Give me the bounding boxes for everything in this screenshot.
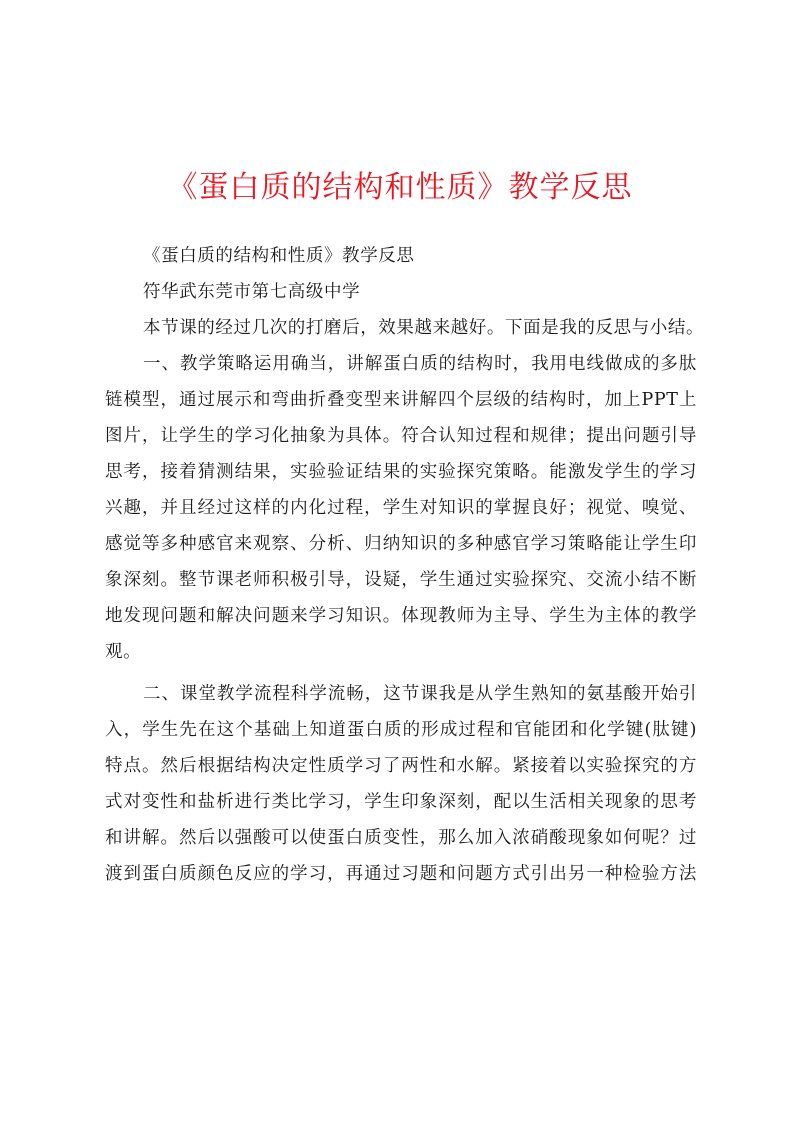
author-line: 符华武东莞市第七高级中学 [143,282,361,302]
paragraph-line: 式对变性和盐析进行类比学习，学生印象深刻，配以生活相关现象的思考 [105,792,697,812]
paragraph-line: 观。 [105,642,142,662]
paragraph-line: 一、教学策略运用确当，讲解蛋白质的结构时，我用电线做成的多肽 [143,354,697,374]
paragraph-line: 感觉等多种感官来观察、分析、归纳知识的多种感官学习策略能让学生印 [105,534,697,554]
paragraph-line: 入，学生先在这个基础上知道蛋白质的形成过程和官能团和化学键(肽键) [105,720,697,740]
paragraph-flow [105,676,697,892]
paragraph-line: 和讲解。然后以强酸可以使蛋白质变性，那么加入浓硝酸现象如何呢？过 [105,828,697,848]
paragraph-line: 特点。然后根据结构决定性质学习了两性和水解。紧接着以实验探究的方 [105,756,697,776]
paragraph-line: 象深刻。整节课老师积极引导，设疑，学生通过实验探究、交流小结不断 [105,570,697,590]
document-title: 《蛋白质的结构和性质》教学反思 [167,170,633,205]
paragraph-line: 地发现问题和解决问题来学习知识。体现教师为主导、学生为主体的教学 [105,606,697,626]
paragraph-line: 图片，让学生的学习化抽象为具体。符合认知过程和规律；提出问题引导 [105,426,697,446]
paragraph-line: 链模型，通过展示和弯曲折叠变型来讲解四个层级的结构时，加上PPT上 [105,390,697,410]
paragraph-line: 渡到蛋白质颜色反应的学习，再通过习题和问题方式引出另一种检验方法 [105,864,697,884]
paragraph-line: 思考，接着猜测结果，实验验证结果的实验探究策略。能激发学生的学习 [105,462,697,482]
paragraph-strategy [105,346,697,670]
paragraph-line: 二、课堂教学流程科学流畅，这节课我是从学生熟知的氨基酸开始引 [143,684,697,704]
paragraph-intro: 本节课的经过几次的打磨后，效果越来越好。下面是我的反思与小结。 [143,318,705,338]
paragraph-line: 兴趣，并且经过这样的内化过程，学生对知识的掌握良好；视觉、嗅觉、 [105,498,697,518]
document-body [105,238,705,892]
subtitle-line: 《蛋白质的结构和性质》教学反思 [143,246,415,266]
